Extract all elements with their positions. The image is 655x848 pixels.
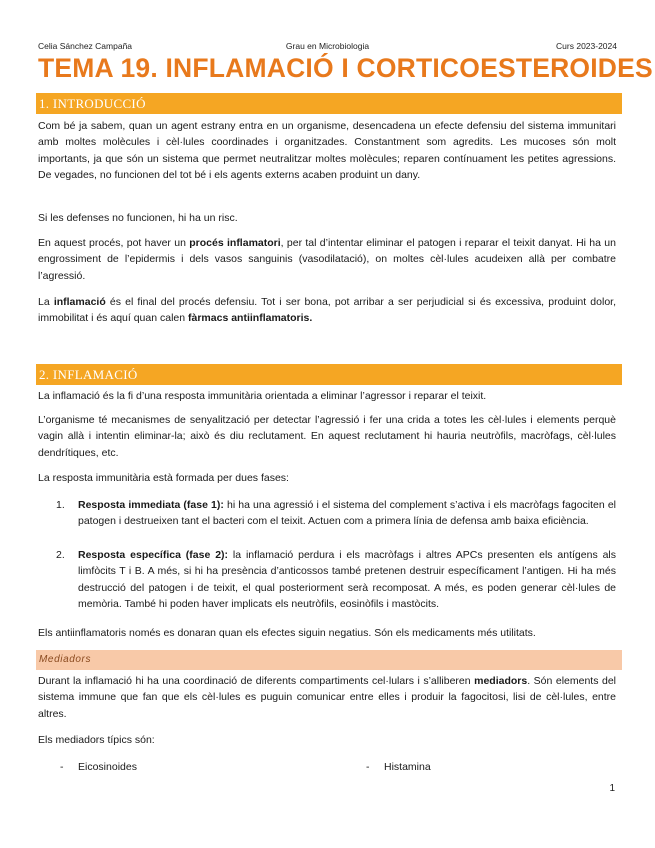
section-heading-introduccio: 1. INTRODUCCIÓ	[36, 93, 622, 114]
list-item-histamina: Histamina	[384, 761, 431, 773]
list-item-eicosinoides: Eicosinoides	[78, 761, 137, 773]
intro-paragraph-3: En aquest procés, pot haver un procés inflamatori, per tal d’intentar eliminar el patogen i reparar el teixit danyat. Hi ha un engrossiment de l’epidermis i dels vasos sanguinis (vasodilatació), on moltes cèl·lules acudeixen allà per combatre l’agressió.	[38, 237, 616, 282]
intro-paragraph-2: Si les defenses no funcionen, hi ha un risc.	[38, 212, 238, 224]
header-year: Curs 2023-2024	[556, 41, 617, 51]
mediadors-paragraph-2: Els mediadors típics són:	[38, 734, 155, 746]
header-author: Celia Sánchez Campaña	[38, 41, 133, 51]
section-heading-inflamacio: 2. INFLAMACIÓ	[36, 364, 622, 385]
intro-paragraph-1: Com bé ja sabem, quan un agent estrany entra en un organisme, desencadena un efecte defensiu del sistema immunitari amb moltes molècules i cèl·lules coordinades i organitzades. Constantment som agredits. Les mucoses són molt importants, ja que són un sistema que permet neutralitzar moltes molècules; reparen contínuament les petites agressions. De vegades, no funcionen del tot bé i els agents externs acaben produint un dany.	[38, 120, 616, 181]
bold-mediadors: mediadors	[474, 675, 528, 687]
document-title: TEMA 19. INFLAMACIÓ I CORTICOESTEROIDES	[38, 53, 653, 83]
header-course: Grau en Microbiologia	[285, 41, 370, 51]
inflam-paragraph-3: La resposta immunitària està formada per dues fases:	[38, 472, 289, 484]
page-number: 1	[609, 783, 615, 794]
mediadors-paragraph-1: Durant la inflamació hi ha una coordinació de diferents compartiments cel·lulars i s’alliberen mediadors. Són elements del sistema immune que fan que els cèl·lules es puguin comunicar entre elles i produir la fagocitosi, lisi de cèl·lules, entre altres.	[38, 675, 616, 720]
inflam-paragraph-4: Els antiinflamatoris només es donaran quan els efectes siguin negatius. Són els medicaments més utilitats.	[38, 627, 536, 639]
subsection-heading-mediadors: Mediadors	[36, 650, 622, 670]
bold-inflamacio: inflamació	[53, 296, 106, 308]
bold-farmacs: fàrmacs antiinflamatoris.	[188, 312, 313, 325]
list-item: 1. Resposta immediata (fase 1): hi ha una agressió i el sistema del complement s’activa i els macròfags fagociten el patogen i destrueixen tant el bacteri com el teixit. Actuen com a primera línia de defensa amb baixa eficiència.	[56, 499, 616, 528]
list-dash: -	[366, 761, 370, 773]
list-dash: -	[60, 761, 64, 773]
page-header	[38, 41, 617, 53]
list-item: 2. Resposta específica (fase 2): la inflamació perdura i els macròfags i altres APCs presenten els antígens als limfòcits T i B. A més, si hi ha presència d’anticossos també pretenen destruir específicament l’antigen. Hi ha més destrucció del patogen i de teixit, el qual posteriorment serà recomposat. A més, es poden generar cèl·lules de memòria. També hi poden haver implicats els neutròfils, eosinòfils i mastòcits.	[56, 549, 616, 610]
intro-paragraph-4: La inflamació és el final del procés defensiu. Tot i ser bona, pot arribar a ser perjudicial si és excessiva, produint dolor, immobilitat i és aquí quan calen fàrmacs antiinflamatoris.	[38, 296, 616, 325]
inflam-paragraph-1: La inflamació és la fi d’una resposta immunitària orientada a eliminar l’agressor i reparar el teixit.	[38, 390, 487, 402]
bold-proces-inflamatori: procés inflamatori	[189, 237, 281, 249]
inflam-paragraph-2: L’organisme té mecanismes de senyalització per detectar l’agressió i fer una crida a totes les cèl·lules i elements perquè vagin allà i intentin eliminar-la; això és diu reclutament. En aquest reclutament hi hauria neutròfils, macròfags, cèl·lules dendrítiques, etc.	[38, 414, 616, 459]
